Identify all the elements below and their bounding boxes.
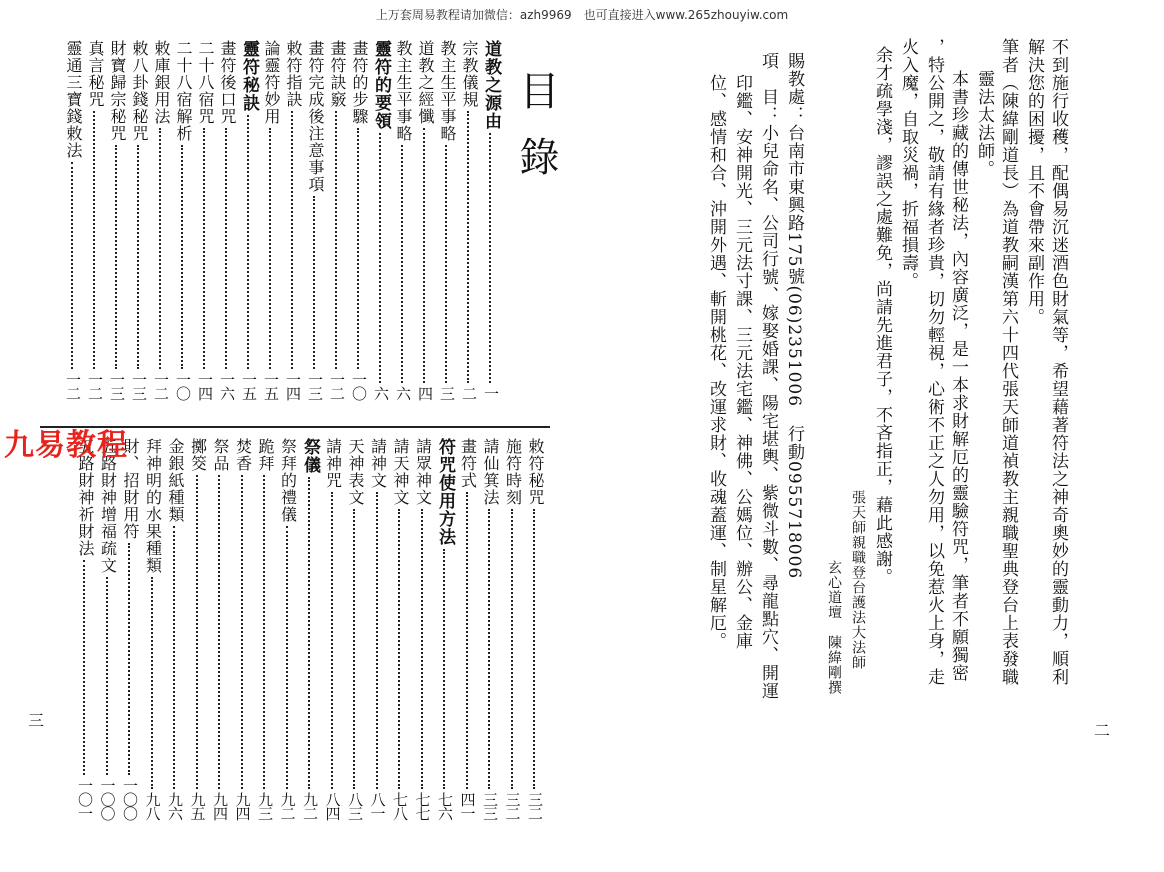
toc-page-number: 七八 [391, 792, 409, 820]
toc-entry-title: 請神文 [368, 438, 388, 489]
toc-entry-title: 焚香 [233, 438, 253, 472]
toc-entry-title: 請天神文 [391, 438, 410, 506]
watermark-logo: 九易教程 [4, 428, 128, 463]
toc-entry [367, 438, 389, 820]
toc-entry-title: 畫符的步驟 [350, 40, 369, 125]
toc-leader-dots [353, 509, 357, 789]
toc-leader-dots [533, 509, 537, 789]
toc-entry-title: 請仙箕法 [481, 438, 500, 506]
toc-entry [254, 438, 276, 820]
toc-entry-title: 論靈符妙用 [262, 40, 281, 125]
toc-page-number: 九二 [278, 792, 297, 820]
toc-entry-title: 拜神明的水果種類 [143, 438, 163, 574]
toc-entry-title: 施符時刻 [503, 438, 523, 506]
toc-leader-dots [488, 509, 492, 789]
toc-leader-dots [445, 145, 449, 383]
toc-entry-title: 敕八卦錢秘咒 [130, 40, 149, 142]
toc-entry-title: 真言秘咒 [86, 40, 105, 108]
toc-entry-title: 天神表文 [346, 438, 365, 506]
toc-leader-dots [151, 577, 155, 789]
toc-page-number: 一四 [284, 372, 302, 400]
toc-page-number: 一〇 [174, 372, 192, 400]
toc-leader-dots [83, 560, 87, 775]
toc-entry [84, 40, 106, 400]
toc-page-number: 一二 [328, 372, 346, 400]
toc-entry [344, 438, 366, 820]
toc-leader-dots [225, 128, 229, 369]
preface-column: 筆者（陳緯剛道長）為道教嗣漢第六十四代張天師道禎教主親職聖典登台上表發職 [998, 38, 1018, 686]
toc-entry [434, 438, 456, 820]
toc-entry [119, 438, 141, 820]
toc-entry-title: 五路財神增福疏文 [98, 438, 118, 574]
preface-column: 玄心道壇 陳緯剛撰 [826, 560, 842, 695]
toc-entry-title: 教主生平事略 [394, 40, 413, 142]
toc-entry [480, 40, 502, 400]
toc-leader-dots [93, 111, 97, 369]
toc-entry [209, 438, 231, 820]
toc-leader-dots [379, 133, 383, 383]
toc-page-number: 九六 [166, 792, 184, 820]
toc-entry [479, 438, 501, 820]
toc-entry [414, 40, 436, 400]
toc-entry [299, 438, 321, 820]
toc-entry [194, 40, 216, 400]
toc-page-number: 六 [372, 386, 390, 400]
toc-entry [97, 438, 119, 820]
toc-entry-title: 宗教儀規 [460, 40, 479, 108]
toc-page-number: 九五 [188, 792, 207, 820]
toc-leader-dots [511, 509, 515, 789]
toc-leader-dots [173, 526, 177, 789]
toc-entry [392, 40, 414, 400]
toc-entry [74, 438, 96, 820]
toc-page-number: 一三 [130, 372, 148, 400]
toc-page-number: 九二 [301, 792, 319, 820]
toc-entry [304, 40, 326, 400]
toc-entry-title: 畫符式 [458, 438, 478, 489]
toc-entry-title: 五路財神祈財法 [76, 438, 95, 557]
toc-page-number: 六 [394, 386, 412, 400]
toc-chapter-title: 靈符的要領 [371, 40, 391, 130]
toc-entry [150, 40, 172, 400]
toc-page-number: 九三 [256, 792, 274, 820]
toc-entry-title: 祭品 [211, 438, 230, 472]
toc-leader-dots [247, 115, 251, 369]
toc-page-number: 八一 [368, 792, 387, 820]
toc-entry [524, 438, 546, 820]
top-banner: 上万套周易教程请加微信：azh9969 也可直接进入www.265zhouyiw.com [375, 8, 789, 22]
toc-page-number: 一二 [152, 372, 170, 400]
toc-leader-dots [489, 133, 493, 383]
toc-entry-title: 財、招財用符 [121, 438, 140, 540]
toc-chapter-title: 符咒使用方法 [435, 438, 455, 546]
left-page-number: 三 [28, 711, 45, 730]
toc-entry [348, 40, 370, 400]
toc-chapter-title: 祭儀 [300, 438, 320, 474]
toc-leader-dots [241, 475, 245, 789]
toc-entry-title: 畫符完成後注意事項 [306, 40, 325, 193]
toc-title: 目錄 [513, 70, 559, 202]
toc-entry [187, 438, 209, 820]
toc-page-number: 一〇〇 [98, 778, 117, 820]
preface-column: 不到施行收穫，配偶易沉迷酒色財氣等，希望藉著符法之神奇奧妙的靈動力，順利 [1048, 38, 1068, 686]
toc-page-number: 一四 [196, 372, 214, 400]
toc-page-number: 一〇一 [76, 778, 94, 820]
toc-leader-dots [286, 526, 290, 789]
toc-entry-title: 祭拜的禮儀 [278, 438, 298, 523]
preface-column: 解決您的困擾，且不會帶來副作用。 [1024, 38, 1044, 326]
toc-leader-dots [159, 128, 163, 369]
toc-page-number: 九八 [143, 792, 162, 820]
toc-leader-dots [203, 128, 207, 369]
toc-entry [238, 40, 260, 400]
toc-page-number: 三三 [481, 792, 499, 820]
toc-entry-title: 敕符指訣 [284, 40, 303, 108]
toc-entry [412, 438, 434, 820]
toc-leader-dots [269, 128, 273, 369]
toc-leader-dots [313, 196, 317, 369]
toc-page-number: 一〇 [350, 372, 368, 400]
preface-column: 位、感情和合、沖開外遇、斬開桃花、改運求財、收魂蓋運、制星解厄。 [706, 74, 726, 650]
toc-entry [164, 438, 186, 820]
toc-leader-dots [357, 128, 361, 369]
toc-entry-title: 敕符秘咒 [526, 438, 545, 506]
toc-leader-dots [466, 492, 470, 789]
toc-leader-dots [181, 145, 185, 369]
toc-page-number: 一六 [218, 372, 236, 400]
right-page-preface [580, 0, 1164, 872]
toc-entry [322, 438, 344, 820]
toc-leader-dots [106, 577, 110, 775]
toc-page-number: 八四 [323, 792, 342, 820]
toc-chapter-title: 道教之源由 [481, 40, 501, 130]
toc-entry-title: 道教之經懺 [416, 40, 435, 125]
toc-leader-dots [263, 475, 267, 789]
toc-entry [326, 40, 348, 400]
toc-leader-dots [421, 509, 425, 789]
preface-column: 項 目：小兒命名、公司行號、嫁娶婚課、陽宅堪輿、紫微斗數、尋龍點穴、開運 [758, 52, 778, 700]
toc-page-number: 三 [438, 386, 456, 400]
toc-entry [457, 438, 479, 820]
toc-page-number: 一二 [86, 372, 104, 400]
toc-entry [436, 40, 458, 400]
toc-entry-title: 財寶歸宗秘咒 [108, 40, 127, 142]
toc-page-number: 一五 [240, 372, 258, 400]
toc-page-number: 三二 [503, 792, 522, 820]
toc-entry [172, 40, 194, 400]
preface-column: 余才疏學淺，謬誤之處難免，尚請先進君子，不吝指正，藉此感謝。 [872, 46, 892, 586]
toc-leader-dots [291, 111, 295, 369]
toc-entry [389, 438, 411, 820]
toc-page-number: 二 [460, 386, 478, 400]
toc-entry [106, 40, 128, 400]
preface-column: 靈法太法師。 [974, 70, 994, 178]
preface-column: 張天師親職登台護法大法師 [850, 490, 866, 670]
toc-entry-title: 靈通三寶錢敕法 [64, 40, 83, 159]
toc-entry [260, 40, 282, 400]
toc-leader-dots [137, 145, 141, 369]
toc-page-number: 七六 [436, 792, 454, 820]
toc-page-number: 九四 [233, 792, 252, 820]
toc-entry [282, 40, 304, 400]
toc-entry-title: 教主生平事略 [438, 40, 457, 142]
toc-entry-title: 二十八宿解析 [174, 40, 193, 142]
toc-page-number: 四 [416, 386, 434, 400]
toc-leader-dots [398, 509, 402, 789]
toc-entry-title: 跪拜 [256, 438, 275, 472]
toc-page-number: 一 [482, 386, 500, 400]
toc-leader-dots [423, 128, 427, 383]
toc-entry-title: 二十八宿咒 [196, 40, 215, 125]
preface-column: 火入魔，自取災禍，折福損壽。 [898, 38, 918, 290]
right-page-number: 二 [1094, 721, 1111, 740]
toc-page-number: 一三 [306, 372, 324, 400]
toc-leader-dots [376, 492, 380, 789]
toc-leader-dots [196, 475, 200, 789]
toc-entry [458, 40, 480, 400]
toc-leader-dots [443, 549, 447, 789]
toc-page-number: 九四 [211, 792, 229, 820]
toc-entry [142, 438, 164, 820]
toc-entry [502, 438, 524, 820]
toc-entry [216, 40, 238, 400]
toc-page-number: 一〇〇 [121, 778, 139, 820]
toc-page-number: 一三 [108, 372, 126, 400]
toc-page-number: 八三 [346, 792, 364, 820]
toc-leader-dots [401, 145, 405, 383]
toc-leader-dots [71, 162, 75, 369]
toc-page-number: 一二 [64, 372, 82, 400]
toc-page-number: 一五 [262, 372, 280, 400]
toc-chapter-title: 靈符秘訣 [239, 40, 259, 112]
toc-entry-title: 擲筊 [188, 438, 208, 472]
toc-page-number: 三二 [526, 792, 544, 820]
preface-column: 賜教處：台南市東興路175號(06)2351006 行動0955718006 [784, 52, 804, 580]
preface-column: 本書珍藏的傳世秘法，內容廣泛，是一本求財解厄的靈驗符咒，筆者不願獨密 [948, 70, 968, 682]
toc-leader-dots [467, 111, 471, 383]
toc-entry [370, 40, 392, 400]
toc-entry [232, 438, 254, 820]
toc-leader-dots [308, 477, 312, 789]
preface-column: ，特公開之，敬請有緣者珍貴，切勿輕視，心術不正之人勿用，以免惹火上身，走 [924, 38, 944, 686]
toc-entry [128, 40, 150, 400]
toc-page-number: 四一 [458, 792, 477, 820]
toc-entry-title: 請神咒 [323, 438, 343, 489]
toc-entry-title: 畫符後口咒 [218, 40, 237, 125]
toc-page-number: 七七 [413, 792, 432, 820]
toc-leader-dots [115, 145, 119, 369]
toc-leader-dots [331, 492, 335, 789]
toc-leader-dots [128, 543, 132, 775]
toc-entry-title: 請眾神文 [413, 438, 433, 506]
toc-entry [277, 438, 299, 820]
toc-entry-title: 敕庫銀用法 [152, 40, 171, 125]
toc-entry-title: 畫符訣竅 [328, 40, 347, 108]
toc-entry [62, 40, 84, 400]
toc-leader-dots [218, 475, 222, 789]
toc-leader-dots [335, 111, 339, 369]
toc-entry-title: 金銀紙種類 [166, 438, 185, 523]
preface-column: 印鑑、安神開光、三元法寸課、三元法宅鑑、神佛、公媽位、辦公、金庫 [732, 74, 752, 650]
